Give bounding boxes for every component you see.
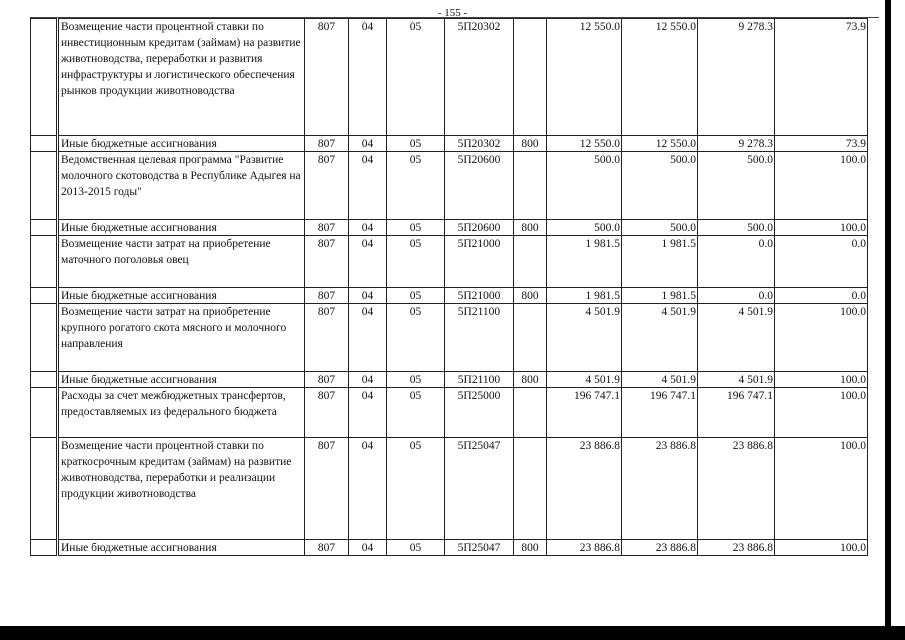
vedomstvo-cell: 807	[305, 152, 349, 220]
vedomstvo-cell: 807	[305, 438, 349, 540]
approved-amount-cell: 4 501.9	[547, 304, 622, 372]
vedomstvo-cell: 807	[305, 372, 349, 388]
approved-amount-cell: 500.0	[547, 220, 622, 236]
expense-type-cell	[514, 19, 547, 136]
revised-amount-cell: 12 550.0	[622, 136, 698, 152]
target-article-cell: 5П21100	[445, 304, 514, 372]
approved-amount-cell: 500.0	[547, 152, 622, 220]
executed-amount-cell: 23 886.8	[698, 438, 775, 540]
revised-amount-cell: 1 981.5	[622, 236, 698, 288]
table-row	[31, 288, 868, 304]
target-article-cell: 5П20302	[445, 19, 514, 136]
vedomstvo-cell: 807	[305, 540, 349, 556]
executed-amount-cell: 4 501.9	[698, 372, 775, 388]
razdel-cell: 04	[349, 220, 387, 236]
vedomstvo-cell: 807	[305, 288, 349, 304]
expense-type-cell: 800	[514, 136, 547, 152]
margin-cell	[31, 220, 58, 236]
row-name-cell: Иные бюджетные ассигнования	[58, 372, 305, 388]
podrazdel-cell: 05	[387, 19, 445, 136]
margin-cell	[31, 372, 58, 388]
razdel-cell: 04	[349, 540, 387, 556]
revised-amount-cell: 500.0	[622, 220, 698, 236]
revised-amount-cell: 4 501.9	[622, 304, 698, 372]
approved-amount-cell: 1 981.5	[547, 288, 622, 304]
scan-edge-bottom	[0, 626, 905, 640]
target-article-cell: 5П20302	[445, 136, 514, 152]
executed-amount-cell: 9 278.3	[698, 136, 775, 152]
margin-cell	[31, 288, 58, 304]
row-name-cell: Возмещение части процентной ставки по инвестиционным кредитам (займам) на развитие животноводства, переработки и развития инфраструктуры и логистического обеспечения рынков продукции животноводства	[58, 19, 305, 136]
table-row	[31, 19, 868, 136]
revised-amount-cell: 4 501.9	[622, 372, 698, 388]
razdel-cell: 04	[349, 388, 387, 438]
target-article-cell: 5П21000	[445, 236, 514, 288]
razdel-cell: 04	[349, 372, 387, 388]
executed-amount-cell: 196 747.1	[698, 388, 775, 438]
execution-percent-cell: 100.0	[775, 152, 868, 220]
expense-type-cell: 800	[514, 540, 547, 556]
execution-percent-cell: 100.0	[775, 220, 868, 236]
target-article-cell: 5П21000	[445, 288, 514, 304]
approved-amount-cell: 23 886.8	[547, 438, 622, 540]
row-name-cell: Иные бюджетные ассигнования	[58, 136, 305, 152]
podrazdel-cell: 05	[387, 372, 445, 388]
table-row	[31, 438, 868, 540]
row-name-cell: Возмещение части затрат на приобретение крупного рогатого скота мясного и молочного направления	[58, 304, 305, 372]
approved-amount-cell: 1 981.5	[547, 236, 622, 288]
row-name-cell: Возмещение части затрат на приобретение маточного поголовья овец	[58, 236, 305, 288]
expense-type-cell	[514, 304, 547, 372]
scan-edge-right	[885, 0, 891, 640]
approved-amount-cell: 196 747.1	[547, 388, 622, 438]
razdel-cell: 04	[349, 136, 387, 152]
row-name-cell: Иные бюджетные ассигнования	[58, 288, 305, 304]
vedomstvo-cell: 807	[305, 304, 349, 372]
revised-amount-cell: 23 886.8	[622, 438, 698, 540]
revised-amount-cell: 1 981.5	[622, 288, 698, 304]
table-row	[31, 372, 868, 388]
expense-type-cell	[514, 438, 547, 540]
margin-cell	[31, 438, 58, 540]
row-name-cell: Ведомственная целевая программа "Развитие молочного скотоводства в Республике Адыгея на 2013-2015 годы"	[58, 152, 305, 220]
margin-cell	[31, 19, 58, 136]
revised-amount-cell: 196 747.1	[622, 388, 698, 438]
page-number: - 155 -	[437, 7, 468, 19]
podrazdel-cell: 05	[387, 304, 445, 372]
razdel-cell: 04	[349, 236, 387, 288]
row-name-cell: Возмещение части процентной ставки по краткосрочным кредитам (займам) на развитие животноводства, переработки и реализации продукции животноводства	[58, 438, 305, 540]
row-name-cell: Расходы за счет межбюджетных трансфертов, предоставляемых из федерального бюджета	[58, 388, 305, 438]
margin-cell	[31, 304, 58, 372]
expense-type-cell	[514, 388, 547, 438]
table-row	[31, 388, 868, 438]
podrazdel-cell: 05	[387, 220, 445, 236]
podrazdel-cell: 05	[387, 136, 445, 152]
expense-type-cell	[514, 152, 547, 220]
expense-type-cell: 800	[514, 372, 547, 388]
executed-amount-cell: 9 278.3	[698, 19, 775, 136]
row-name-cell: Иные бюджетные ассигнования	[58, 540, 305, 556]
target-article-cell: 5П25047	[445, 540, 514, 556]
margin-cell	[31, 540, 58, 556]
podrazdel-cell: 05	[387, 236, 445, 288]
executed-amount-cell: 500.0	[698, 220, 775, 236]
execution-percent-cell: 0.0	[775, 288, 868, 304]
revised-amount-cell: 12 550.0	[622, 19, 698, 136]
execution-percent-cell: 0.0	[775, 236, 868, 288]
execution-percent-cell: 100.0	[775, 438, 868, 540]
approved-amount-cell: 12 550.0	[547, 19, 622, 136]
execution-percent-cell: 73.9	[775, 19, 868, 136]
executed-amount-cell: 4 501.9	[698, 304, 775, 372]
vedomstvo-cell: 807	[305, 220, 349, 236]
razdel-cell: 04	[349, 19, 387, 136]
podrazdel-cell: 05	[387, 438, 445, 540]
margin-cell	[31, 388, 58, 438]
approved-amount-cell: 4 501.9	[547, 372, 622, 388]
vedomstvo-cell: 807	[305, 19, 349, 136]
razdel-cell: 04	[349, 438, 387, 540]
margin-cell	[31, 152, 58, 220]
expense-type-cell	[514, 236, 547, 288]
table-row	[31, 540, 868, 556]
table-row	[31, 136, 868, 152]
razdel-cell: 04	[349, 304, 387, 372]
target-article-cell: 5П20600	[445, 152, 514, 220]
table-row	[31, 304, 868, 372]
razdel-cell: 04	[349, 152, 387, 220]
execution-percent-cell: 73.9	[775, 136, 868, 152]
target-article-cell: 5П20600	[445, 220, 514, 236]
table-row	[31, 220, 868, 236]
vedomstvo-cell: 807	[305, 388, 349, 438]
target-article-cell: 5П25000	[445, 388, 514, 438]
approved-amount-cell: 12 550.0	[547, 136, 622, 152]
table-row	[31, 152, 868, 220]
approved-amount-cell: 23 886.8	[547, 540, 622, 556]
executed-amount-cell: 0.0	[698, 288, 775, 304]
margin-cell	[31, 136, 58, 152]
revised-amount-cell: 500.0	[622, 152, 698, 220]
target-article-cell: 5П25047	[445, 438, 514, 540]
podrazdel-cell: 05	[387, 540, 445, 556]
podrazdel-cell: 05	[387, 152, 445, 220]
revised-amount-cell: 23 886.8	[622, 540, 698, 556]
execution-percent-cell: 100.0	[775, 372, 868, 388]
execution-percent-cell: 100.0	[775, 304, 868, 372]
row-name-cell: Иные бюджетные ассигнования	[58, 220, 305, 236]
execution-percent-cell: 100.0	[775, 388, 868, 438]
razdel-cell: 04	[349, 288, 387, 304]
executed-amount-cell: 23 886.8	[698, 540, 775, 556]
execution-percent-cell: 100.0	[775, 540, 868, 556]
executed-amount-cell: 500.0	[698, 152, 775, 220]
podrazdel-cell: 05	[387, 388, 445, 438]
table-row	[31, 236, 868, 288]
podrazdel-cell: 05	[387, 288, 445, 304]
target-article-cell: 5П21100	[445, 372, 514, 388]
executed-amount-cell: 0.0	[698, 236, 775, 288]
expense-type-cell: 800	[514, 220, 547, 236]
expense-type-cell: 800	[514, 288, 547, 304]
margin-cell	[31, 236, 58, 288]
table-body	[31, 19, 868, 556]
vedomstvo-cell: 807	[305, 236, 349, 288]
budget-table	[30, 18, 868, 556]
vedomstvo-cell: 807	[305, 136, 349, 152]
